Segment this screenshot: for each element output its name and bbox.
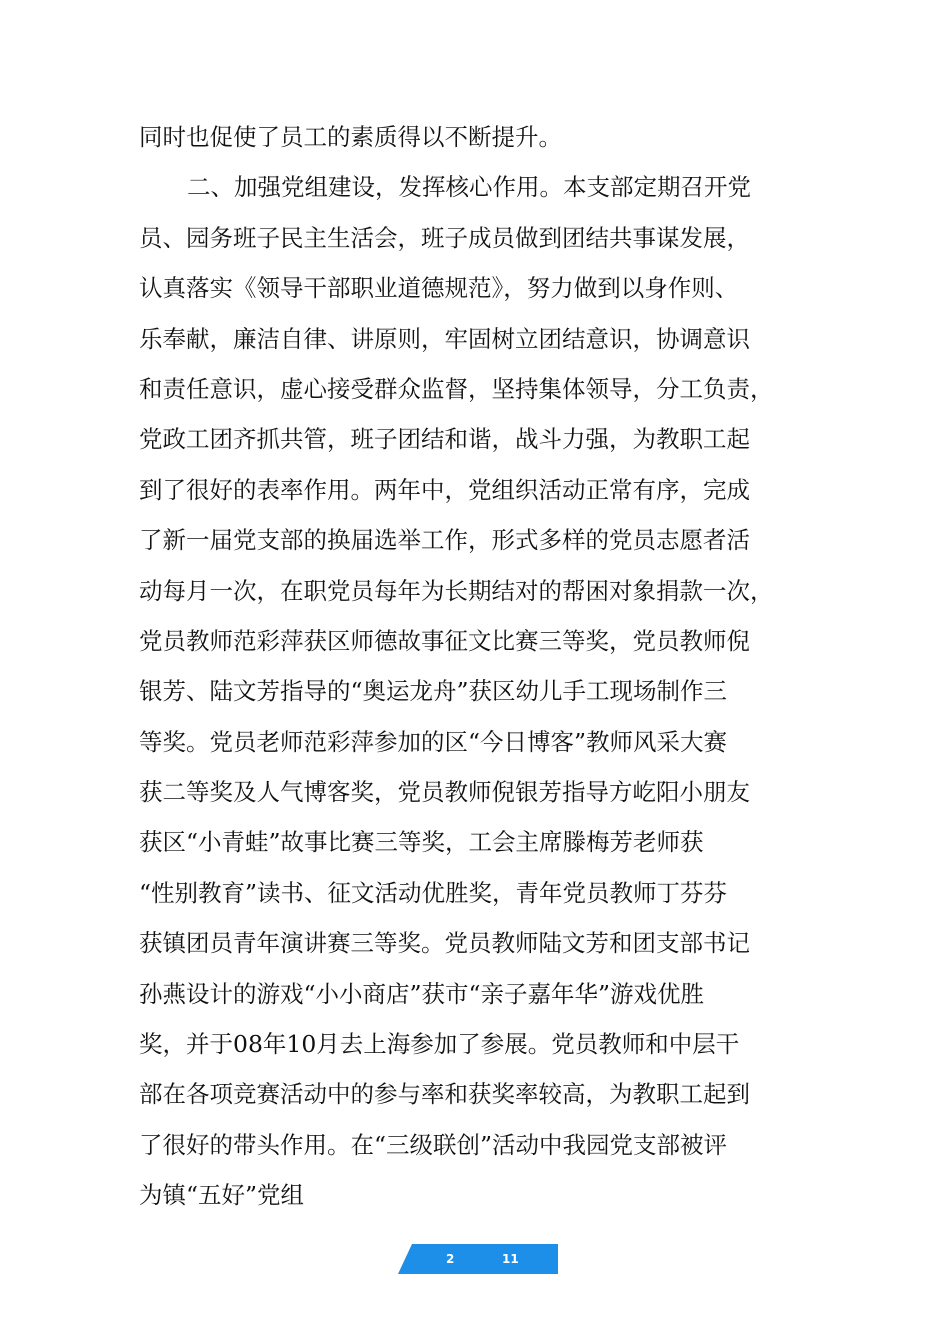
text-line: 和责任意识，虚心接受群众监督，坚持集体领导，分工负责，	[139, 374, 774, 403]
text-line: 奖，并于08年10月去上海参加了参展。党员教师和中层干	[139, 1030, 740, 1059]
page-badge-shape	[398, 1244, 558, 1274]
text-line: 到了很好的表率作用。两年中，党组织活动正常有序，完成	[139, 475, 750, 504]
document-body	[139, 112, 811, 1221]
text-line: “性别教育”读书、征文活动优胜奖，青年党员教师丁芬芬	[139, 878, 728, 907]
text-line: 获镇团员青年演讲赛三等奖。党员教师陆文芳和团支部书记	[139, 929, 750, 958]
text-line: 了很好的带头作用。在“三级联创”活动中我园党支部被评	[139, 1130, 728, 1159]
page-number-badge	[398, 1244, 558, 1274]
text-line: 认真落实《领导干部职业道德规范》，努力做到以身作则、	[139, 274, 739, 303]
text-line: 动每月一次，在职党员每年为长期结对的帮困对象捐款一次，	[139, 576, 774, 605]
text-line: 党政工团齐抓共管，班子团结和谐，战斗力强，为教职工起	[139, 425, 750, 454]
text-line: 党员教师范彩萍获区师德故事征文比赛三等奖，党员教师倪	[139, 626, 750, 655]
text-line: 乐奉献，廉洁自律、讲原则，牢固树立团结意识，协调意识	[139, 324, 750, 353]
paragraph-start-line: 二、加强党组建设，发挥核心作用。本支部定期召开党	[187, 173, 751, 202]
total-pages-number: 11	[502, 1252, 519, 1266]
text-line: 获区“小青蛙”故事比赛三等奖，工会主席滕梅芳老师获	[139, 828, 704, 857]
text-line: 孙燕设计的游戏“小小商店”获市“亲子嘉年华”游戏优胜	[139, 979, 705, 1008]
text-line: 了新一届党支部的换届选举工作，形式多样的党员志愿者活	[139, 526, 750, 555]
text-line: 获二等奖及人气博客奖，党员教师倪银芳指导方屹阳小朋友	[139, 778, 750, 807]
text-line: 为镇“五好”党组	[139, 1181, 305, 1210]
text-line: 员、园务班子民主生活会，班子成员做到团结共事谋发展，	[139, 223, 750, 252]
text-line: 等奖。党员老师范彩萍参加的区“今日博客”教师风采大赛	[139, 727, 728, 756]
current-page-number: 2	[446, 1252, 455, 1266]
text-line: 部在各项竞赛活动中的参与率和获奖率较高，为教职工起到	[139, 1080, 750, 1109]
text-line: 银芳、陆文芳指导的“奥运龙舟”获区幼儿手工现场制作三	[139, 677, 728, 706]
text-line: 同时也促使了员工的素质得以不断提升。	[139, 123, 562, 151]
